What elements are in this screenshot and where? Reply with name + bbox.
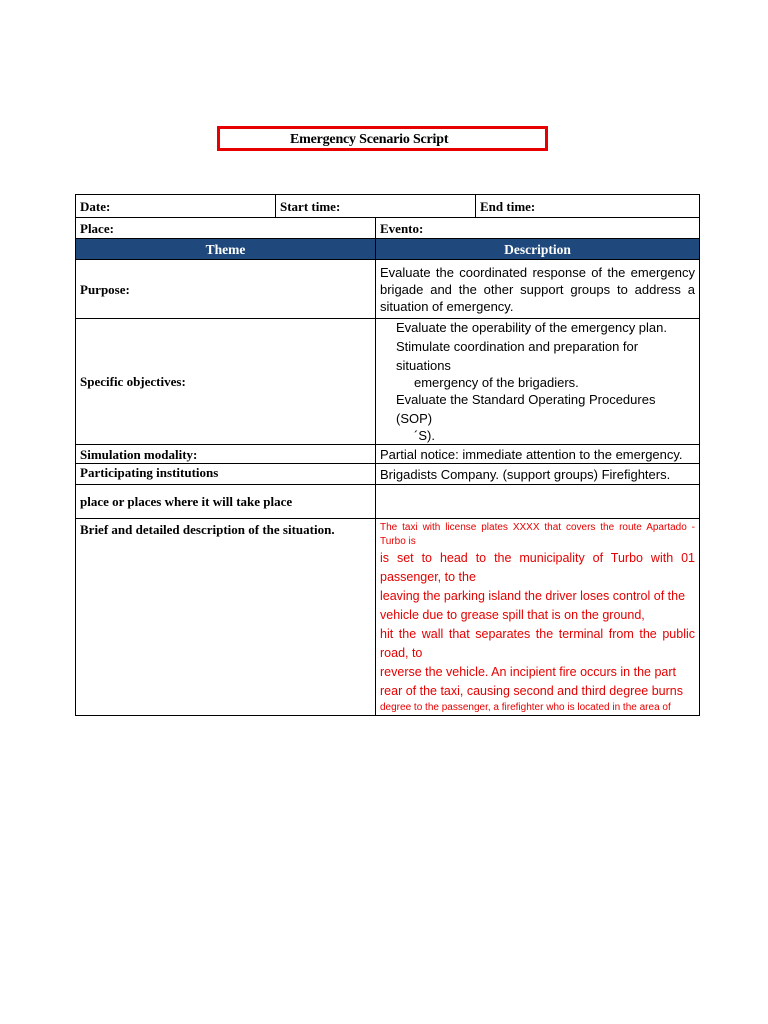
objectives-label: Specific objectives:: [76, 319, 376, 445]
objectives-list: [376, 319, 700, 445]
list-item: [380, 338, 695, 374]
objective-text: Evaluate the Standard Operating Procedures (SOP): [396, 392, 656, 426]
end-time-label: End time:: [476, 195, 700, 218]
purpose-label: Purpose:: [76, 260, 376, 319]
objective-text: Evaluate the operability of the emergency plan.: [396, 320, 668, 335]
date-label: Date:: [76, 195, 276, 218]
list-item: [380, 319, 695, 338]
scenario-table: [75, 194, 700, 716]
situation-text: [376, 519, 700, 716]
table-row: [76, 485, 700, 519]
table-row: [76, 195, 700, 218]
objective-continuation: ´S).: [414, 428, 435, 443]
table-row: [76, 218, 700, 239]
document-title: Emergency Scenario Script: [290, 132, 449, 147]
title-box: [217, 126, 548, 151]
place-label: Place:: [76, 218, 376, 239]
situation-line: degree to the passenger, a firefighter who is located in the area of: [380, 702, 671, 713]
table-header-row: [76, 239, 700, 260]
situation-line: hit the wall that separates the terminal from the public road, to: [380, 627, 695, 660]
modality-label: Simulation modality:: [76, 445, 376, 464]
situation-line: leaving the parking island the driver loses control of the: [380, 589, 686, 603]
places-label: place or places where it will take place: [76, 485, 376, 519]
modality-text: Partial notice: immediate attention to the emergency.: [376, 445, 700, 464]
situation-line: vehicle due to grease spill that is on the ground,: [380, 608, 645, 622]
situation-line: The taxi with license plates XXXX that covers the route Apartado - Turbo is: [380, 522, 695, 547]
situation-line: is set to head to the municipality of Turbo with 01 passenger, to the: [380, 551, 695, 584]
table-row: [76, 319, 700, 445]
evento-label: Evento:: [376, 218, 700, 239]
situation-line: reverse the vehicle. An incipient fire occurs in the part: [380, 665, 676, 679]
situation-line: rear of the taxi, causing second and third degree burns: [380, 684, 683, 698]
places-text: [376, 485, 700, 519]
situation-label: Brief and detailed description of the situation.: [76, 519, 376, 716]
objective-text: Stimulate coordination and preparation for situations: [396, 339, 639, 373]
purpose-text: Evaluate the coordinated response of the emergency brigade and the other support groups to address a situation of emergency.: [376, 260, 700, 319]
institutions-text: Brigadists Company. (support groups) Firefighters.: [376, 464, 700, 485]
theme-header: Theme: [76, 239, 376, 260]
table-row: [76, 464, 700, 485]
description-header: Description: [376, 239, 700, 260]
table-row: [76, 445, 700, 464]
objective-continuation: emergency of the brigadiers.: [414, 375, 579, 390]
list-item: [380, 391, 695, 427]
table-row: [76, 519, 700, 716]
start-time-label: Start time:: [276, 195, 476, 218]
table-row: [76, 260, 700, 319]
institutions-label: Participating institutions: [76, 464, 376, 485]
